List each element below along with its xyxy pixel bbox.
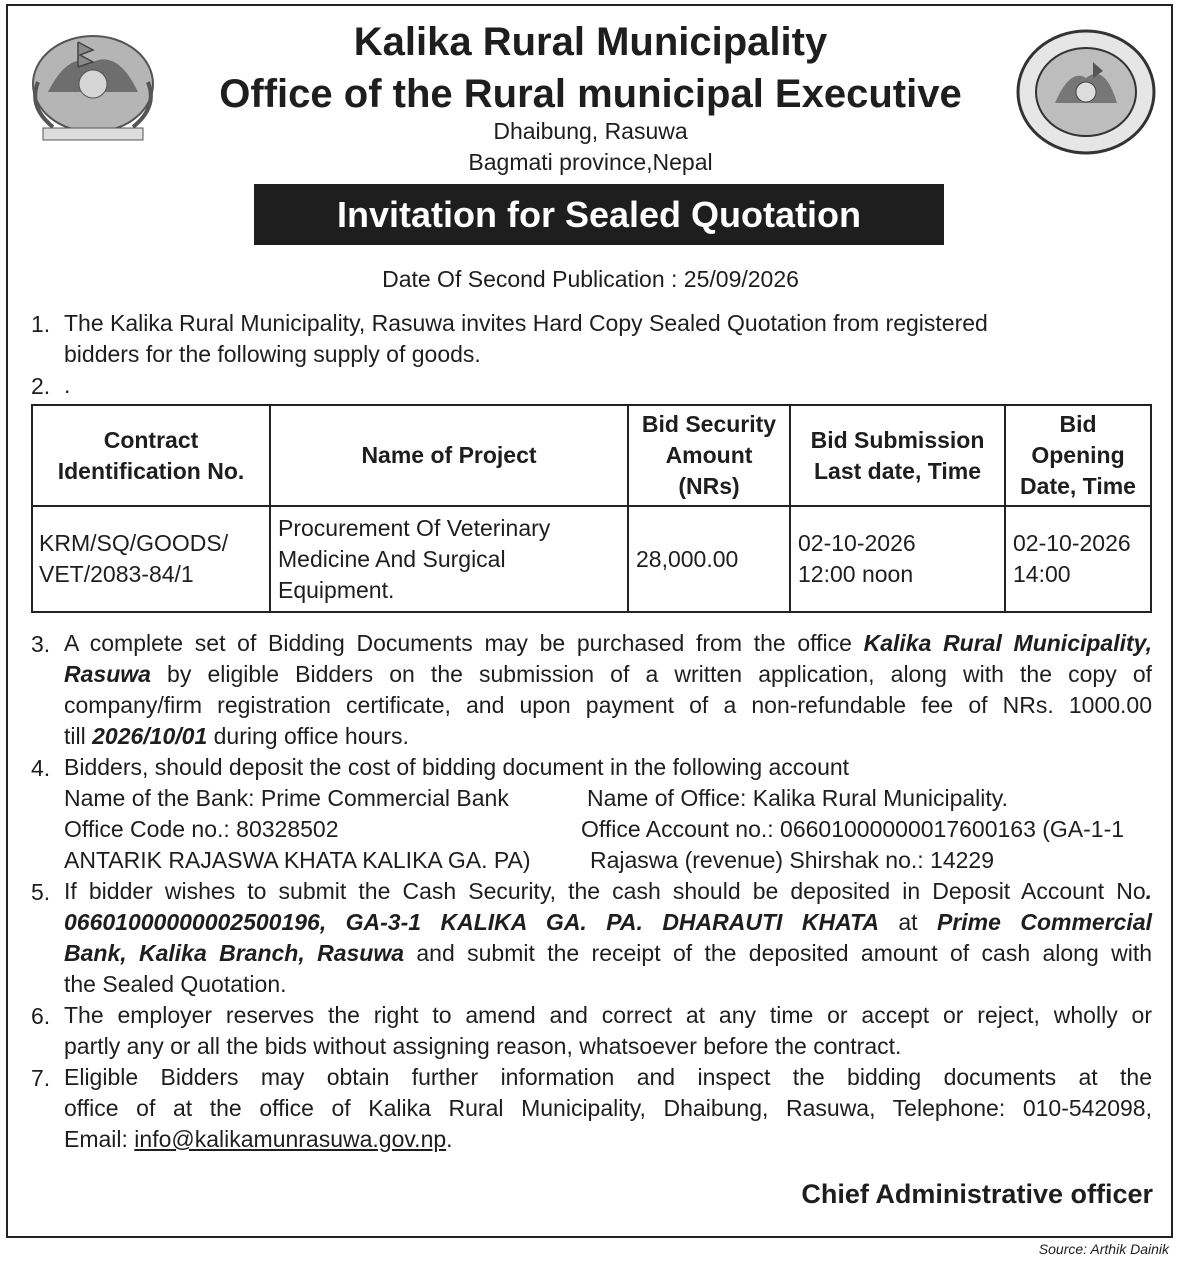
office-code: Office Code no.: 80328502	[64, 816, 339, 842]
publication-date: Date Of Second Publication : 25/09/2026	[382, 266, 799, 292]
bank-name: Name of the Bank: Prime Commercial Bank	[64, 785, 509, 811]
notice-title-banner: Invitation for Sealed Quotation	[254, 184, 944, 245]
item-3-line-3: company/firm registration certificate, and upon payment of a non-refundable fee of NRs. 1000.00	[64, 692, 1152, 718]
header-bid-security: Bid Security Amount (NRs)	[628, 405, 790, 506]
quotation-table	[31, 404, 1152, 613]
item-2-text: .	[64, 372, 71, 398]
header-bid-submission: Bid Submission Last date, Time	[790, 405, 1005, 506]
signatory: Chief Administrative officer	[801, 1179, 1153, 1209]
item-1-line-1: The Kalika Rural Municipality, Rasuwa invites Hard Copy Sealed Quotation from registered	[64, 310, 988, 336]
address-line-2: Bagmati province,Nepal	[468, 149, 713, 175]
cell-bid-amount: 28,000.00	[628, 506, 790, 612]
address-line-1: Dhaibung, Rasuwa	[493, 118, 688, 144]
item-7-line-3: Email: info@kalikamunrasuwa.gov.np.	[64, 1126, 453, 1152]
account-khata: ANTARIK RAJASWA KHATA KALIKA GA. PA)	[64, 847, 531, 873]
item-5-line-2: 06601000000002500196, GA-3-1 KALIKA GA. PA. DHARAUTI KHATA at Prime Commercial	[64, 909, 1153, 935]
cell-opening: 02-10-2026 14:00	[1005, 506, 1151, 612]
revenue-shirshak: Rajaswa (revenue) Shirshak no.: 14229	[590, 847, 995, 873]
municipality-name: Kalika Rural Municipality	[353, 20, 828, 64]
header-contract-id: Contract Identification No.	[32, 405, 270, 506]
office-name: Office of the Rural municipal Executive	[219, 72, 962, 116]
table-row	[32, 506, 1151, 612]
item-6-line-2: partly any or all the bids without assigning reason, whatsoever before the contract.	[64, 1033, 902, 1059]
item-3-line-1: A complete set of Bidding Documents may be purchased from the office Kalika Rural Municipality,	[64, 630, 1152, 656]
item-3-line-4: till 2026/10/01 during office hours.	[64, 723, 409, 749]
item-number-7: 7.	[31, 1065, 51, 1091]
item-7-line-1: Eligible Bidders may obtain further information and inspect the bidding documents at the	[64, 1064, 1152, 1090]
header-project-name: Name of Project	[270, 405, 628, 506]
item-5-line-3: Bank, Kalika Branch, Rasuwa and submit the receipt of the deposited amount of cash along with	[64, 940, 1152, 966]
table-header-row	[32, 405, 1151, 506]
cell-submission: 02-10-2026 12:00 noon	[790, 506, 1005, 612]
header-bid-opening: Bid Opening Date, Time	[1005, 405, 1151, 506]
item-1-line-2: bidders for the following supply of goods.	[64, 341, 481, 367]
item-5-line-1: If bidder wishes to submit the Cash Security, the cash should be deposited in Deposit Account No.	[64, 878, 1152, 904]
item-number-5: 5.	[31, 879, 51, 905]
item-5-line-4: the Sealed Quotation.	[64, 971, 287, 997]
office-account: Office Account no.: 06601000000017600163 (GA-1-1	[581, 816, 1125, 842]
item-number-1: 1.	[31, 311, 51, 337]
item-4-line-1: Bidders, should deposit the cost of bidding document in the following account	[64, 754, 850, 780]
item-6-line-1: The employer reserves the right to amend and correct at any time or accept or reject, wholly or	[64, 1002, 1152, 1028]
cell-project-name: Procurement Of Veterinary Medicine And Surgical Equipment.	[270, 506, 628, 612]
email-link[interactable]: info@kalikamunrasuwa.gov.np	[134, 1126, 447, 1152]
item-number-3: 3.	[31, 631, 51, 657]
item-7-line-2: office of at the office of Kalika Rural Municipality, Dhaibung, Rasuwa, Telephone: 010-542098,	[64, 1095, 1152, 1121]
item-number-2: 2.	[31, 373, 51, 399]
item-number-6: 6.	[31, 1003, 51, 1029]
cell-contract-id: KRM/SQ/GOODS/ VET/2083-84/1	[32, 506, 270, 612]
item-number-4: 4.	[31, 755, 51, 781]
item-3-line-2: Rasuwa by eligible Bidders on the submission of a written application, along with the copy of	[64, 661, 1152, 687]
office-name-field: Name of Office: Kalika Rural Municipality.	[587, 785, 1008, 811]
source-credit: Source: Arthik Dainik	[1038, 1241, 1169, 1257]
